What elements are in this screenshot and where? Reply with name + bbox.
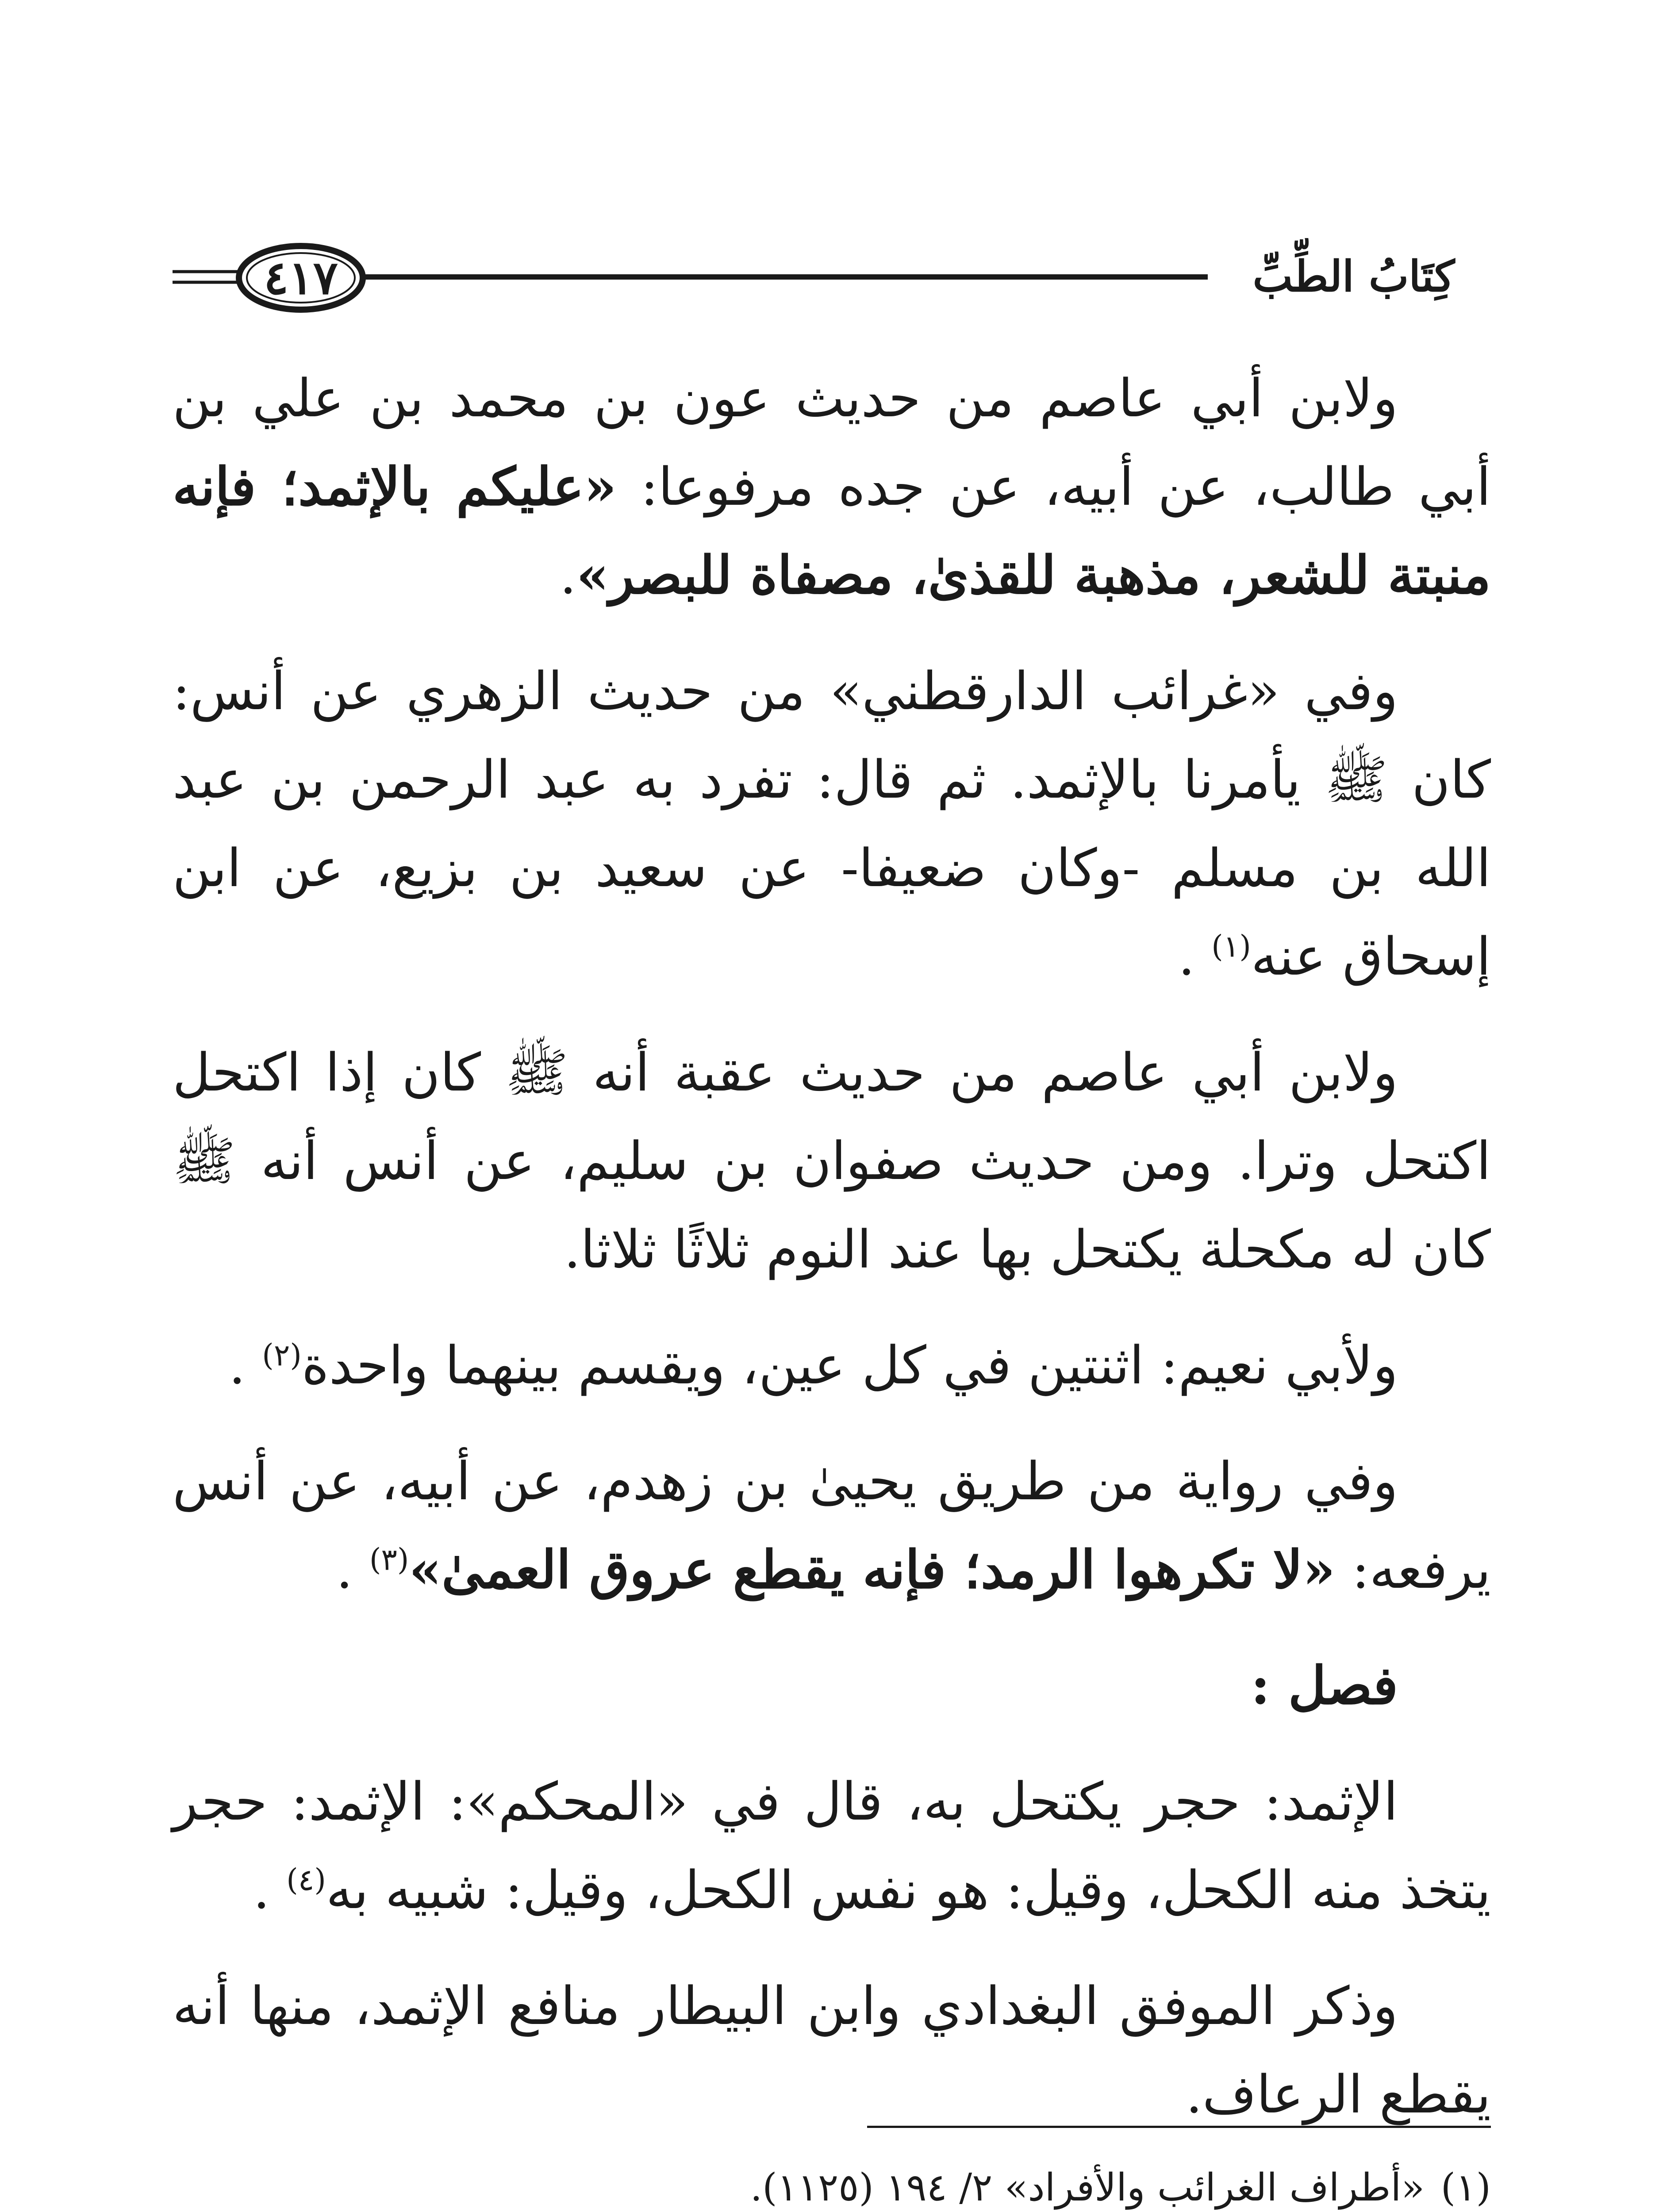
paragraph-text: ولابن أبي عاصم من حديث عقبة أنه ﷺ كان إذا اكتحل اكتحل وترا. ومن حديث صفوان بن سليم، عن أنس أنه ﷺ كان له مكحلة يكتحل بها عند النوم ثلاثًا ثلاثا. — [173, 1042, 1491, 1280]
paragraph — [173, 354, 1491, 619]
footnote-item — [173, 2154, 1491, 2212]
main-text — [173, 354, 1491, 2166]
hadith-quote: «عليكم بالإثمد؛ فإنه منبتة للشعر، مذهبة للقذىٰ، مصفاة للبصر» — [173, 456, 1491, 606]
paragraph — [173, 1321, 1491, 1409]
paragraph-text: ولابن أبي عاصم من حديث عون بن محمد بن علي بن أبي طالب، عن أبيه، عن جده مرفوعا: — [173, 368, 1491, 517]
footnote-marker[interactable]: (٤) — [286, 1863, 326, 1898]
paragraph-group-2 — [173, 1757, 1491, 2139]
paragraph-end-punctuation: . — [1178, 926, 1212, 987]
footnotes — [173, 2154, 1491, 2212]
footnote-marker[interactable]: (٢) — [262, 1338, 302, 1373]
running-header — [173, 239, 1491, 319]
paragraph — [173, 647, 1491, 1001]
paragraph-end-punctuation: . — [253, 1859, 287, 1920]
footnote-text: «أطراف الغرائب والأفراد» ٢/ ١٩٤ (١١٢٥). — [750, 2166, 1425, 2210]
footnote-number: (١) — [1440, 2166, 1491, 2210]
page-number: ٤١٧ — [264, 250, 338, 305]
paragraph-end-punctuation: . — [229, 1335, 262, 1396]
paragraph — [173, 1028, 1491, 1294]
book-title: كِتَابُ الطِّبِّ — [1217, 251, 1491, 301]
paragraph-end-punctuation: . — [336, 1539, 369, 1600]
paragraph-text: ولأبي نعيم: اثنتين في كل عين، ويقسم بينهما واحدة — [301, 1335, 1398, 1396]
paragraph — [173, 1757, 1491, 1934]
hadith-quote: «لا تكرهوا الرمد؛ فإنه يقطع عروق العمىٰ» — [409, 1539, 1336, 1600]
paragraph-text: وذكر الموفق البغدادي وابن البيطار منافع الإثمد، منها أنه يقطع الرعاف. — [173, 1975, 1491, 2125]
footnote-separator — [867, 2126, 1491, 2128]
footnote-marker[interactable]: (٣) — [369, 1542, 409, 1578]
paragraph-text: الإثمد: حجر يكتحل به، قال في «المحكم»: الإثمد: حجر يتخذ منه الكحل، وقيل: هو نفس الكحل، وقيل: شبيه به — [173, 1771, 1491, 1920]
paragraph — [173, 1962, 1491, 2139]
paragraph-group-1 — [173, 354, 1491, 1614]
section-heading: فصل : — [1251, 1655, 1398, 1716]
paragraph-text: . — [560, 545, 576, 606]
paragraph-text: وفي «غرائب الدارقطني» من حديث الزهري عن أنس: كان ﷺ يأمرنا بالإثمد. ثم قال: تفرد به عبد الرحمن بن عبد الله بن مسلم -وكان ضعيفا- عن سعيد بن بزيع، عن ابن إسحاق عنه — [173, 661, 1491, 987]
footnote-marker[interactable]: (١) — [1211, 929, 1251, 964]
paragraph — [173, 1437, 1491, 1614]
paragraph-text: وفي رواية من طريق يحيىٰ بن زهدم، عن أبيه، عن أنس يرفعه: — [173, 1451, 1491, 1600]
